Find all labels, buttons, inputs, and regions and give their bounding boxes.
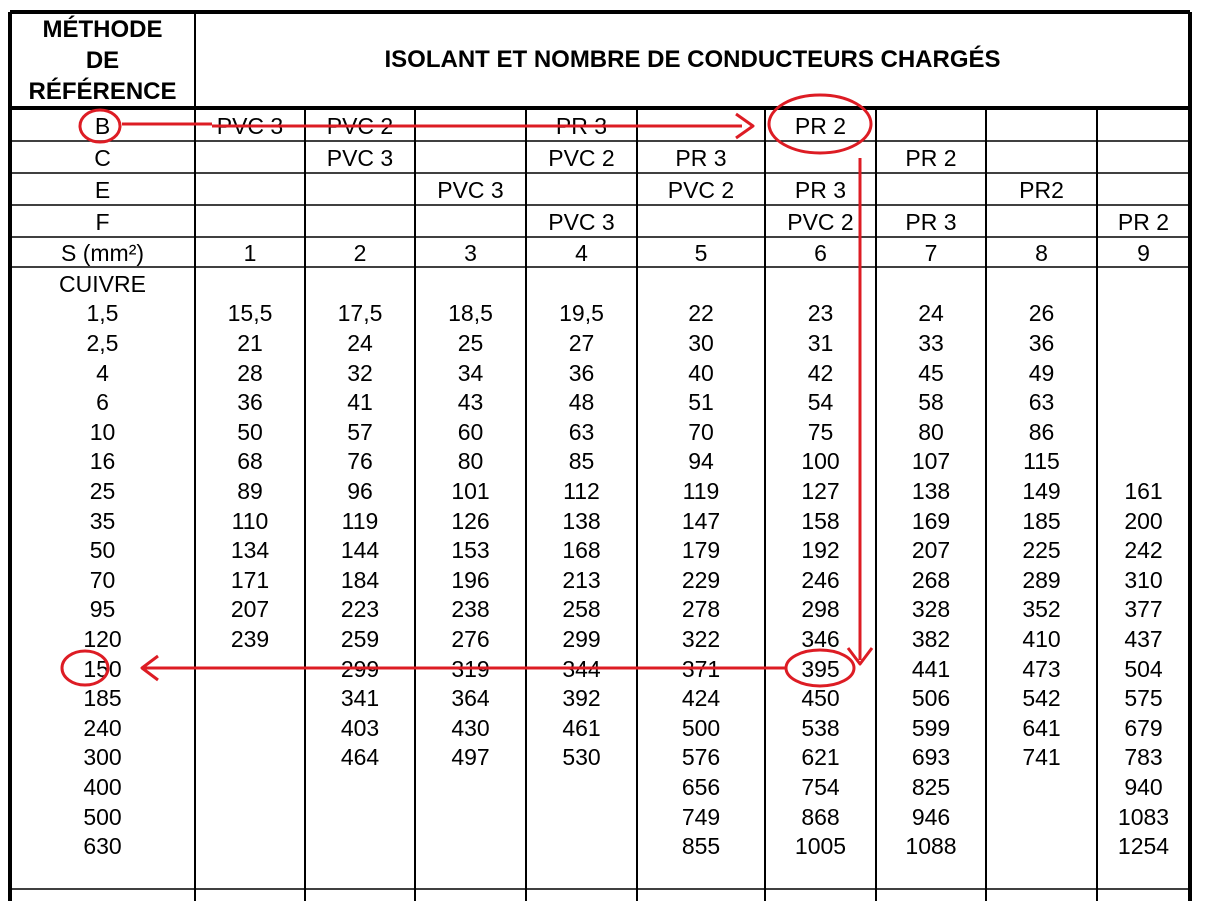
current-value-cell: 36	[568, 359, 595, 386]
current-value-cell: 36	[1028, 330, 1055, 356]
current-value-cell: 70	[688, 418, 714, 445]
current-value-cell: 946	[911, 803, 951, 830]
current-value-cell: 23	[807, 300, 834, 327]
current-value-cell: 33	[918, 330, 944, 356]
current-value-cell: 110	[231, 507, 269, 534]
current-value-cell: 461	[562, 714, 601, 741]
current-value-cell: 341	[340, 685, 380, 712]
current-value-cell: 441	[911, 655, 951, 682]
current-value-cell: 89	[237, 478, 263, 504]
column-index-cell: 9	[1137, 240, 1150, 266]
current-value-cell: 25	[457, 330, 484, 356]
method-cell: F	[95, 209, 110, 235]
insulation-cell: PR 3	[905, 209, 957, 235]
current-value-cell: 119	[341, 507, 379, 534]
current-value-cell: 115	[1023, 448, 1060, 475]
current-value-cell: 22	[688, 300, 714, 327]
current-value-cell: 147	[681, 507, 721, 534]
current-value-cell: 149	[1022, 478, 1061, 504]
current-value-cell: 213	[562, 566, 601, 593]
current-value-cell: 395	[801, 655, 840, 682]
current-value-cell: 49	[1028, 359, 1055, 386]
current-value-cell: 43	[457, 389, 484, 416]
current-value-cell: 299	[562, 626, 601, 652]
method-header-line: MÉTHODE	[42, 16, 163, 43]
current-value-cell: 76	[347, 448, 373, 475]
current-value-cell: 437	[1124, 626, 1163, 652]
current-value-cell: 430	[451, 714, 490, 741]
current-value-cell: 184	[340, 566, 380, 593]
current-value-cell: 196	[451, 566, 490, 593]
current-value-cell: 825	[911, 774, 951, 800]
current-value-cell: 126	[451, 507, 490, 534]
current-value-cell: 298	[801, 596, 840, 623]
current-value-cell: 63	[1028, 389, 1055, 416]
current-value-cell: 259	[340, 626, 380, 652]
current-value-cell: 242	[1124, 537, 1163, 564]
section-cell: 150	[83, 655, 122, 682]
table-title: ISOLANT ET NOMBRE DE CONDUCTEURS CHARGÉS	[384, 46, 1001, 73]
current-value-cell: 96	[347, 478, 373, 504]
current-value-cell: 153	[451, 537, 490, 564]
current-value-cell: 80	[918, 418, 944, 445]
section-cell: 120	[83, 626, 122, 652]
current-value-cell: 127	[801, 478, 840, 504]
section-header-cell: S (mm²)	[60, 240, 145, 266]
current-value-cell: 30	[688, 330, 714, 356]
current-value-cell: 679	[1124, 714, 1163, 741]
column-index-cell: 8	[1035, 240, 1048, 266]
column-index-cell: 1	[243, 240, 257, 266]
current-value-cell: 58	[918, 389, 944, 416]
current-value-cell: 85	[568, 448, 595, 475]
insulation-cell: PVC 3	[326, 145, 394, 171]
current-value-cell: 538	[801, 714, 840, 741]
current-value-cell: 19,5	[559, 300, 604, 327]
insulation-cell: PVC 2	[787, 209, 854, 235]
current-value-cell: 171	[230, 566, 270, 593]
current-value-cell: 641	[1022, 714, 1061, 741]
section-cell: 185	[83, 685, 122, 712]
insulation-cell: PR 2	[1117, 209, 1170, 235]
current-value-cell: 868	[801, 803, 840, 830]
current-value-cell: 693	[911, 744, 951, 771]
insulation-cell: PR 3	[675, 145, 727, 171]
method-header-line: DE	[85, 47, 120, 74]
current-value-cell: 119	[682, 478, 720, 504]
current-value-cell: 41	[347, 389, 373, 416]
column-index-cell: 6	[814, 240, 827, 266]
method-header-line: RÉFÉRENCE	[28, 78, 177, 105]
section-cell: 6	[96, 389, 109, 416]
current-value-cell: 34	[457, 359, 484, 386]
insulation-cell: PVC 3	[548, 209, 615, 235]
current-value-cell: 268	[911, 566, 951, 593]
insulation-cell: PR 3	[794, 177, 847, 203]
method-cell: E	[94, 177, 111, 203]
current-value-cell: 185	[1022, 507, 1061, 534]
current-value-cell: 239	[230, 626, 270, 652]
current-value-cell: 60	[457, 418, 484, 445]
current-value-cell: 68	[237, 448, 263, 475]
insulation-cell: PR 2	[794, 112, 847, 139]
current-value-cell: 26	[1028, 300, 1055, 327]
current-value-cell: 1083	[1117, 803, 1170, 830]
current-value-cell: 17,5	[337, 300, 383, 327]
section-cell: 35	[89, 507, 116, 534]
current-value-cell: 310	[1124, 566, 1163, 593]
current-value-cell: 278	[681, 596, 721, 623]
current-value-cell: 352	[1022, 596, 1061, 623]
current-value-cell: 473	[1022, 655, 1061, 682]
current-value-cell: 497	[451, 744, 490, 771]
current-value-cell: 621	[801, 744, 840, 771]
current-value-cell: 32	[347, 359, 373, 386]
current-value-cell: 31	[807, 330, 834, 356]
current-value-cell: 138	[911, 478, 951, 504]
current-value-cell: 344	[562, 655, 601, 682]
current-value-cell: 54	[807, 389, 834, 416]
column-index-cell: 3	[464, 240, 477, 266]
current-value-cell: 783	[1124, 744, 1163, 771]
current-value-cell: 158	[801, 507, 840, 534]
current-value-cell: 392	[562, 685, 601, 712]
current-value-cell: 289	[1022, 566, 1061, 593]
current-value-cell: 382	[911, 626, 951, 652]
current-value-cell: 168	[562, 537, 601, 564]
section-cell: 300	[83, 744, 122, 771]
current-value-cell: 45	[918, 359, 944, 386]
section-cell: 4	[96, 359, 109, 386]
insulation-cell: PVC 2	[548, 145, 615, 171]
current-value-cell: 754	[801, 774, 840, 800]
material-label: CUIVRE	[59, 270, 146, 297]
current-value-cell: 377	[1124, 596, 1163, 623]
current-value-cell: 749	[681, 803, 721, 830]
current-value-cell: 940	[1124, 774, 1163, 800]
method-cell: B	[94, 112, 111, 139]
current-value-cell: 24	[918, 300, 944, 327]
current-value-cell: 18,5	[448, 300, 493, 327]
current-value-cell: 246	[801, 566, 840, 593]
current-value-cell: 855	[681, 833, 721, 860]
current-value-cell: 506	[911, 685, 951, 712]
section-cell: 500	[83, 803, 122, 830]
insulation-cell: PR 3	[555, 112, 608, 139]
section-cell: 70	[89, 566, 116, 593]
section-cell: 16	[89, 448, 116, 475]
insulation-cell: PVC 3	[437, 177, 504, 203]
current-value-cell: 161	[1124, 478, 1163, 504]
current-value-cell: 542	[1022, 685, 1061, 712]
current-value-cell: 410	[1022, 626, 1061, 652]
current-value-cell: 48	[568, 389, 595, 416]
insulation-cell: PR2	[1019, 177, 1064, 203]
current-value-cell: 207	[911, 537, 951, 564]
current-value-cell: 24	[347, 330, 373, 356]
section-cell: 1,5	[86, 300, 119, 327]
current-value-cell: 599	[911, 714, 951, 741]
current-value-cell: 63	[568, 418, 595, 445]
current-value-cell: 346	[801, 626, 840, 652]
current-value-cell: 223	[340, 596, 380, 623]
current-value-cell: 229	[681, 566, 721, 593]
column-index-cell: 2	[353, 240, 367, 266]
section-cell: 240	[83, 714, 122, 741]
insulation-cell: PVC 2	[667, 177, 735, 203]
insulation-cell: PVC 2	[326, 112, 394, 139]
current-value-cell: 57	[347, 418, 373, 445]
current-value-cell: 276	[451, 626, 490, 652]
current-value-cell: 15,5	[227, 300, 273, 327]
current-value-cell: 504	[1124, 655, 1163, 682]
current-value-cell: 322	[681, 626, 721, 652]
current-value-cell: 100	[801, 448, 840, 475]
method-cell: C	[94, 145, 111, 171]
current-value-cell: 576	[681, 744, 721, 771]
current-value-cell: 86	[1028, 418, 1055, 445]
current-value-cell: 741	[1022, 744, 1061, 771]
current-value-cell: 101	[451, 478, 490, 504]
section-cell: 50	[89, 537, 116, 564]
current-value-cell: 21	[237, 330, 263, 356]
current-value-cell: 179	[681, 537, 721, 564]
current-value-cell: 94	[688, 448, 714, 475]
current-value-cell: 328	[911, 596, 951, 623]
current-value-cell: 27	[568, 330, 595, 356]
current-value-cell: 169	[911, 507, 951, 534]
current-value-cell: 50	[237, 418, 263, 445]
current-value-cell: 134	[230, 537, 270, 564]
current-value-cell: 107	[911, 448, 951, 475]
section-cell: 25	[89, 478, 116, 504]
current-value-cell: 364	[451, 685, 490, 712]
insulation-cell: PR 2	[905, 145, 957, 171]
current-value-cell: 138	[562, 507, 601, 534]
column-index-cell: 4	[575, 240, 588, 266]
method-header	[10, 14, 195, 107]
current-value-cell: 36	[237, 389, 263, 416]
current-value-cell: 464	[340, 744, 380, 771]
section-cell: 2,5	[86, 330, 119, 356]
current-value-cell: 403	[340, 714, 380, 741]
current-value-cell: 40	[688, 359, 714, 386]
section-cell: 630	[83, 833, 122, 860]
current-value-cell: 258	[562, 596, 601, 623]
section-cell: 10	[89, 418, 116, 445]
current-value-cell: 299	[340, 655, 380, 682]
current-value-cell: 112	[563, 478, 600, 504]
column-index-cell: 5	[694, 240, 708, 266]
current-value-cell: 192	[801, 537, 840, 564]
current-value-cell: 75	[807, 418, 834, 445]
current-value-cell: 371	[681, 655, 721, 682]
current-value-cell: 450	[801, 685, 840, 712]
current-value-cell: 80	[457, 448, 484, 475]
current-value-cell: 225	[1022, 537, 1061, 564]
current-value-cell: 238	[451, 596, 490, 623]
current-value-cell: 200	[1124, 507, 1163, 534]
insulation-cell: PVC 3	[216, 112, 284, 139]
current-value-cell: 28	[237, 359, 263, 386]
current-value-cell: 575	[1124, 685, 1163, 712]
current-value-cell: 42	[807, 359, 834, 386]
current-value-cell: 51	[688, 389, 714, 416]
current-value-cell: 1088	[905, 833, 957, 860]
current-value-cell: 1254	[1117, 833, 1170, 860]
current-value-cell: 1005	[794, 833, 847, 860]
current-value-cell: 500	[681, 714, 721, 741]
current-value-cell: 530	[562, 744, 601, 771]
current-value-cell: 319	[451, 655, 490, 682]
section-cell: 95	[89, 596, 116, 623]
section-cell: 400	[83, 774, 122, 800]
current-value-cell: 656	[681, 774, 721, 800]
current-value-cell: 207	[230, 596, 270, 623]
current-value-cell: 144	[340, 537, 380, 564]
current-value-cell: 424	[681, 685, 721, 712]
column-index-cell: 7	[924, 240, 938, 266]
